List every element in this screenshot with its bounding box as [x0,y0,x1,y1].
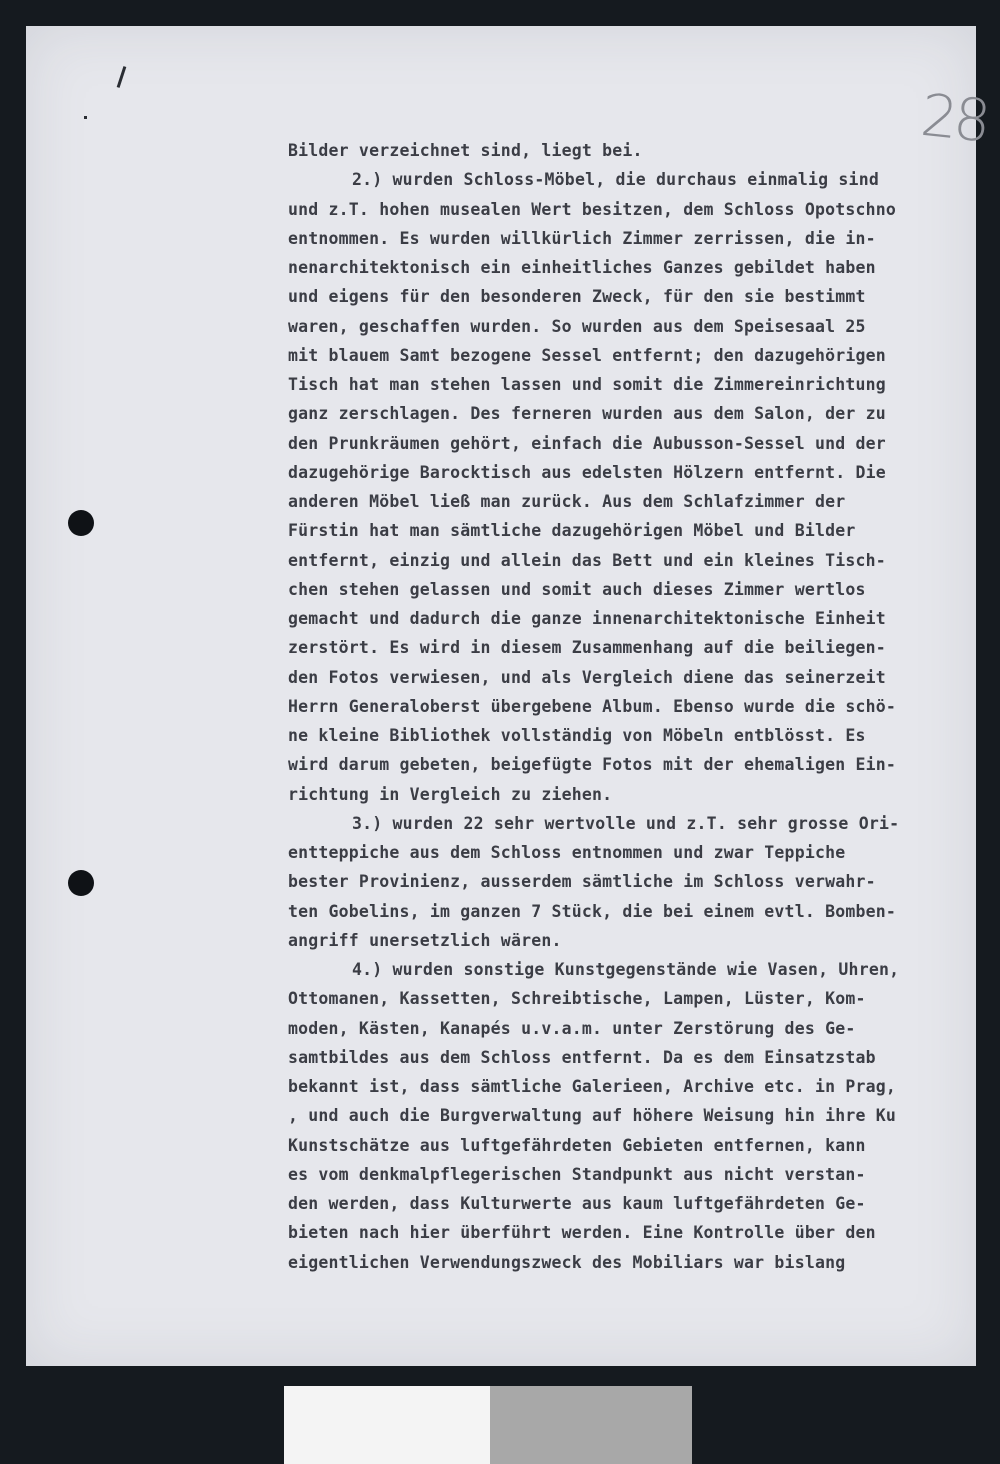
calibration-strip-grey [490,1386,692,1464]
document-page [26,26,991,1366]
text-line: gemacht und dadurch die ganze innenarchitektonische Einheit [288,609,886,628]
calibration-strip-white [284,1386,490,1464]
page-number: 28 [917,80,991,156]
text-line: bieten nach hier überführt werden. Eine Kontrolle über den [288,1223,876,1243]
text-line: den werden, dass Kulturwerte aus kaum luftgefährdeten Ge- [288,1194,866,1213]
pencil-slash-mark [117,66,127,88]
text-line: entfernt, einzig und allein das Bett und ein kleines Tisch- [288,550,886,570]
text-line: Bilder verzeichnet sind, liegt bei. [288,141,643,160]
text-line: Tisch hat man stehen lassen und somit die Zimmereinrichtung [288,375,886,394]
text-line: ganz zerschlagen. Des ferneren wurden aus dem Salon, der zu [288,404,886,424]
text-line: samtbildes aus dem Schloss entfernt. Da es dem Einsatzstab [288,1047,876,1067]
punch-hole-top [68,510,94,536]
text-line: anderen Möbel ließ man zurück. Aus dem Schlafzimmer der [288,492,846,511]
text-line: , und auch die Burgverwaltung auf höhere Weisung hin ihre Ku [288,1106,897,1126]
text-line: Kunstschätze aus luftgefährdeten Gebieten entfernen, kann [288,1135,866,1155]
punch-hole-bottom [68,870,94,896]
text-line: waren, geschaffen wurden. So wurden aus dem Speisesaal 25 [288,316,866,336]
text-line: den Fotos verwiesen, und als Vergleich diene das seinerzeit [288,667,886,687]
text-line: eigentlichen Verwendungszweck des Mobiliars war bislang [288,1252,846,1272]
text-line: zerstört. Es wird in diesem Zusammenhang auf die beiliegen- [288,638,886,658]
text-line: den Prunkräumen gehört, einfach die Aubusson-Sessel und der [288,433,886,453]
text-line: 4.) wurden sonstige Kunstgegenstände wie Vasen, Uhren, [352,960,900,979]
text-line: Ottomanen, Kassetten, Schreibtische, Lampen, Lüster, Kom- [288,989,866,1009]
text-line: mit blauem Samt bezogene Sessel entfernt; den dazugehörigen [288,345,886,365]
text-line: entteppiche aus dem Schloss entnommen und zwar Teppiche [288,843,846,862]
text-line: und eigens für den besonderen Zweck, für den sie bestimmt [288,287,866,307]
text-line: angriff unersetzlich wären. [288,930,562,950]
text-line: wird darum gebeten, beigefügte Fotos mit der ehemaligen Ein- [288,755,897,775]
text-line: ten Gobelins, im ganzen 7 Stück, die bei einem evtl. Bomben- [288,901,897,921]
text-line: chen stehen gelassen und somit auch dieses Zimmer wertlos [288,579,866,599]
text-line: nenarchitektonisch ein einheitliches Ganzes gebildet haben [288,258,876,277]
text-line: Herrn Generaloberst übergebene Album. Ebenso wurde die schö- [288,696,897,716]
text-line: ne kleine Bibliothek vollständig von Möbeln entblösst. Es [288,726,866,745]
text-line: Fürstin hat man sämtliche dazugehörigen Möbel und Bilder [288,521,856,541]
text-line: dazugehörige Barocktisch aus edelsten Hölzern entfernt. Die [288,462,886,482]
text-line: entnommen. Es wurden willkürlich Zimmer zerrissen, die in- [288,228,876,248]
pencil-dot-mark [84,116,87,119]
text-line: bekannt ist, dass sämtliche Galerieen, Archive etc. in Prag, [288,1077,897,1096]
text-line: richtung in Vergleich zu ziehen. [288,784,613,804]
text-line: 3.) wurden 22 sehr wertvolle und z.T. sehr grosse Ori- [352,813,900,833]
text-line: 2.) wurden Schloss-Möbel, die durchaus einmalig sind [352,170,879,190]
text-line: und z.T. hohen musealen Wert besitzen, dem Schloss Opotschno [288,199,897,219]
text-line: moden, Kästen, Kanapés u.v.a.m. unter Zerstörung des Ge- [288,1018,856,1038]
text-line: es vom denkmalpflegerischen Standpunkt aus nicht verstan- [288,1164,866,1184]
typewritten-body [288,136,998,1277]
text-line: bester Provinienz, ausserdem sämtliche im Schloss verwahr- [288,872,876,892]
